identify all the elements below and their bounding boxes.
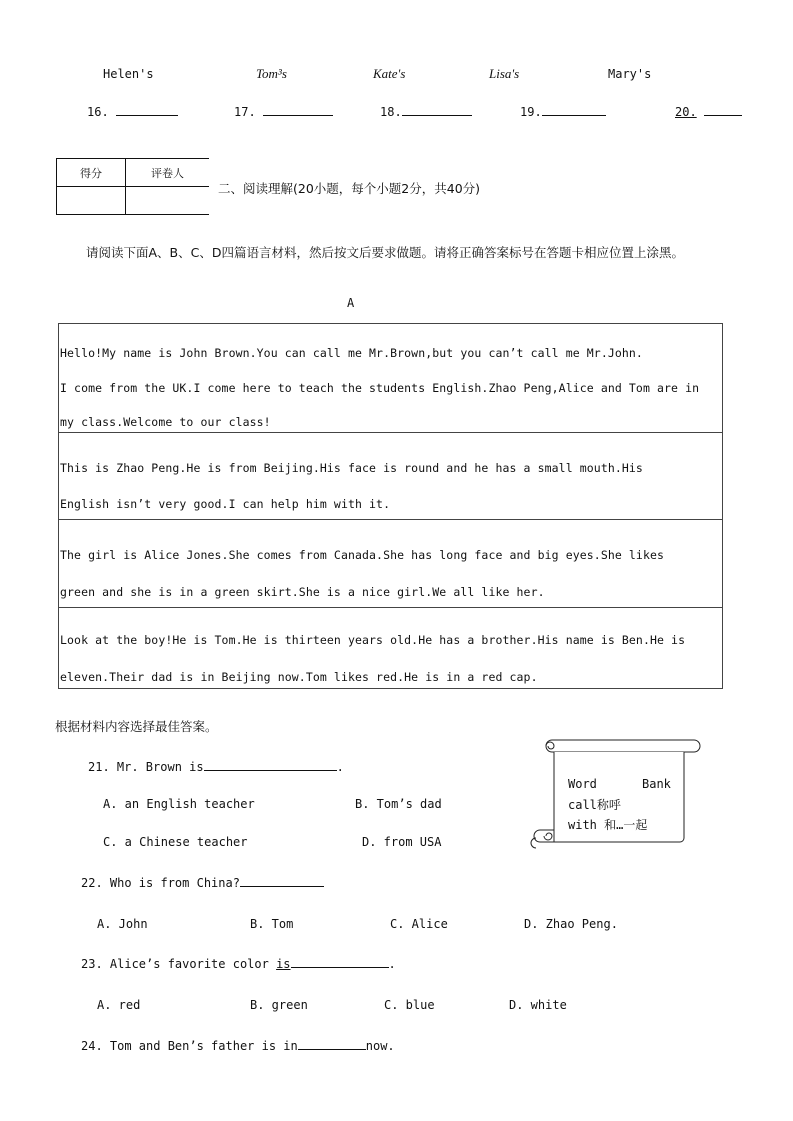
q23-option-b[interactable]: B. green: [250, 998, 308, 1012]
p1-line1: Hello!My name is John Brown.You can call me Mr.Brown,but you can’t call me Mr.John.: [60, 346, 643, 360]
q21-option-a[interactable]: A. an English teacher: [103, 797, 255, 811]
q23-blank[interactable]: [291, 955, 389, 968]
section-title: 二、阅读理解(20小题，每个小题2分，共40分): [218, 181, 481, 196]
p4-line1: Look at the boy!He is Tom.He is thirteen years old.He has a brother.His name is Ben.He is: [60, 633, 686, 647]
q23-option-d[interactable]: D. white: [509, 998, 567, 1012]
p1-line2: I come from the UK.I come here to teach the students English.Zhao Peng,Alice and Tom are in: [60, 381, 700, 395]
answer-blank[interactable]: [263, 103, 333, 116]
divider: [59, 607, 722, 608]
passage-label: A: [347, 296, 355, 310]
q21-option-d[interactable]: D. from USA: [362, 835, 442, 849]
answer-num: 18.: [380, 105, 402, 119]
answer-blank[interactable]: [402, 103, 472, 116]
answer-16[interactable]: [87, 103, 178, 119]
name-helens: Helen's: [103, 67, 154, 81]
name-marys: Mary's: [608, 67, 652, 81]
q24-stem: 24. Tom and Ben’s father is in now.: [81, 1039, 395, 1053]
name-toms: Tom³s: [256, 66, 287, 81]
answer-blank[interactable]: [704, 103, 742, 116]
p4-line2: eleven.Their dad is in Beijing now.Tom likes red.He is in a red cap.: [60, 670, 538, 684]
q21-blank[interactable]: [204, 758, 337, 771]
name-lisas: Lisa's: [489, 66, 520, 81]
passage-box: [58, 323, 723, 689]
answer-num: 17.: [234, 105, 256, 119]
q24-blank[interactable]: [298, 1037, 366, 1050]
q22-option-d[interactable]: D. Zhao Peng.: [524, 917, 618, 931]
name-kates: Kate's: [373, 66, 406, 81]
questions-intro: 根据材料内容选择最佳答案。: [55, 719, 218, 734]
q21-stem: 21. Mr. Brown is .: [88, 760, 344, 774]
answer-18[interactable]: [380, 103, 472, 119]
answer-20[interactable]: [675, 103, 742, 119]
answer-blank[interactable]: [542, 103, 606, 116]
grader-cell[interactable]: [126, 187, 210, 215]
p1-line3: my class.Welcome to our class!: [60, 415, 271, 429]
word-bank-title-left: Word: [568, 777, 597, 791]
word-bank: [530, 738, 702, 856]
word-bank-title-right: Bank: [642, 777, 671, 791]
answer-num: 19.: [520, 105, 542, 119]
grader-header: 评卷人: [126, 159, 210, 187]
q21-option-b[interactable]: B. Tom’s dad: [355, 797, 442, 811]
answer-17[interactable]: [234, 103, 333, 119]
q23-stem: 23. Alice’s favorite color is .: [81, 957, 396, 971]
q23-option-a[interactable]: A. red: [97, 998, 141, 1012]
q21-option-c[interactable]: C. a Chinese teacher: [103, 835, 248, 849]
q22-option-b[interactable]: B. Tom: [250, 917, 294, 931]
answer-num: 20.: [675, 105, 697, 119]
answer-num: 16.: [87, 105, 109, 119]
p2-line2: English isn’t very good.I can help him with it.: [60, 497, 391, 511]
divider: [59, 432, 722, 433]
p3-line1: The girl is Alice Jones.She comes from Canada.She has long face and big eyes.She likes: [60, 548, 665, 562]
section-instruction: 请阅读下面A、B、C、D四篇语言材料，然后按文后要求做题。请将正确答案标号在答题卡相应位置上涂黑。: [86, 245, 684, 260]
q22-stem: 22. Who is from China?: [81, 874, 324, 890]
answer-19[interactable]: [520, 103, 606, 119]
word-bank-line1: call称呼: [568, 798, 621, 812]
score-table: [56, 158, 209, 215]
divider: [59, 519, 722, 520]
p3-line2: green and she is in a green skirt.She is a nice girl.We all like her.: [60, 585, 545, 599]
score-header: 得分: [57, 159, 126, 187]
p2-line1: This is Zhao Peng.He is from Beijing.His face is round and he has a small mouth.His: [60, 461, 643, 475]
word-bank-line2: with 和…一起: [568, 818, 648, 832]
answer-blank[interactable]: [116, 103, 178, 116]
q22-option-a[interactable]: A. John: [97, 917, 148, 931]
score-cell[interactable]: [57, 187, 126, 215]
q22-option-c[interactable]: C. Alice: [390, 917, 448, 931]
q23-option-c[interactable]: C. blue: [384, 998, 435, 1012]
q22-blank[interactable]: [240, 874, 324, 887]
